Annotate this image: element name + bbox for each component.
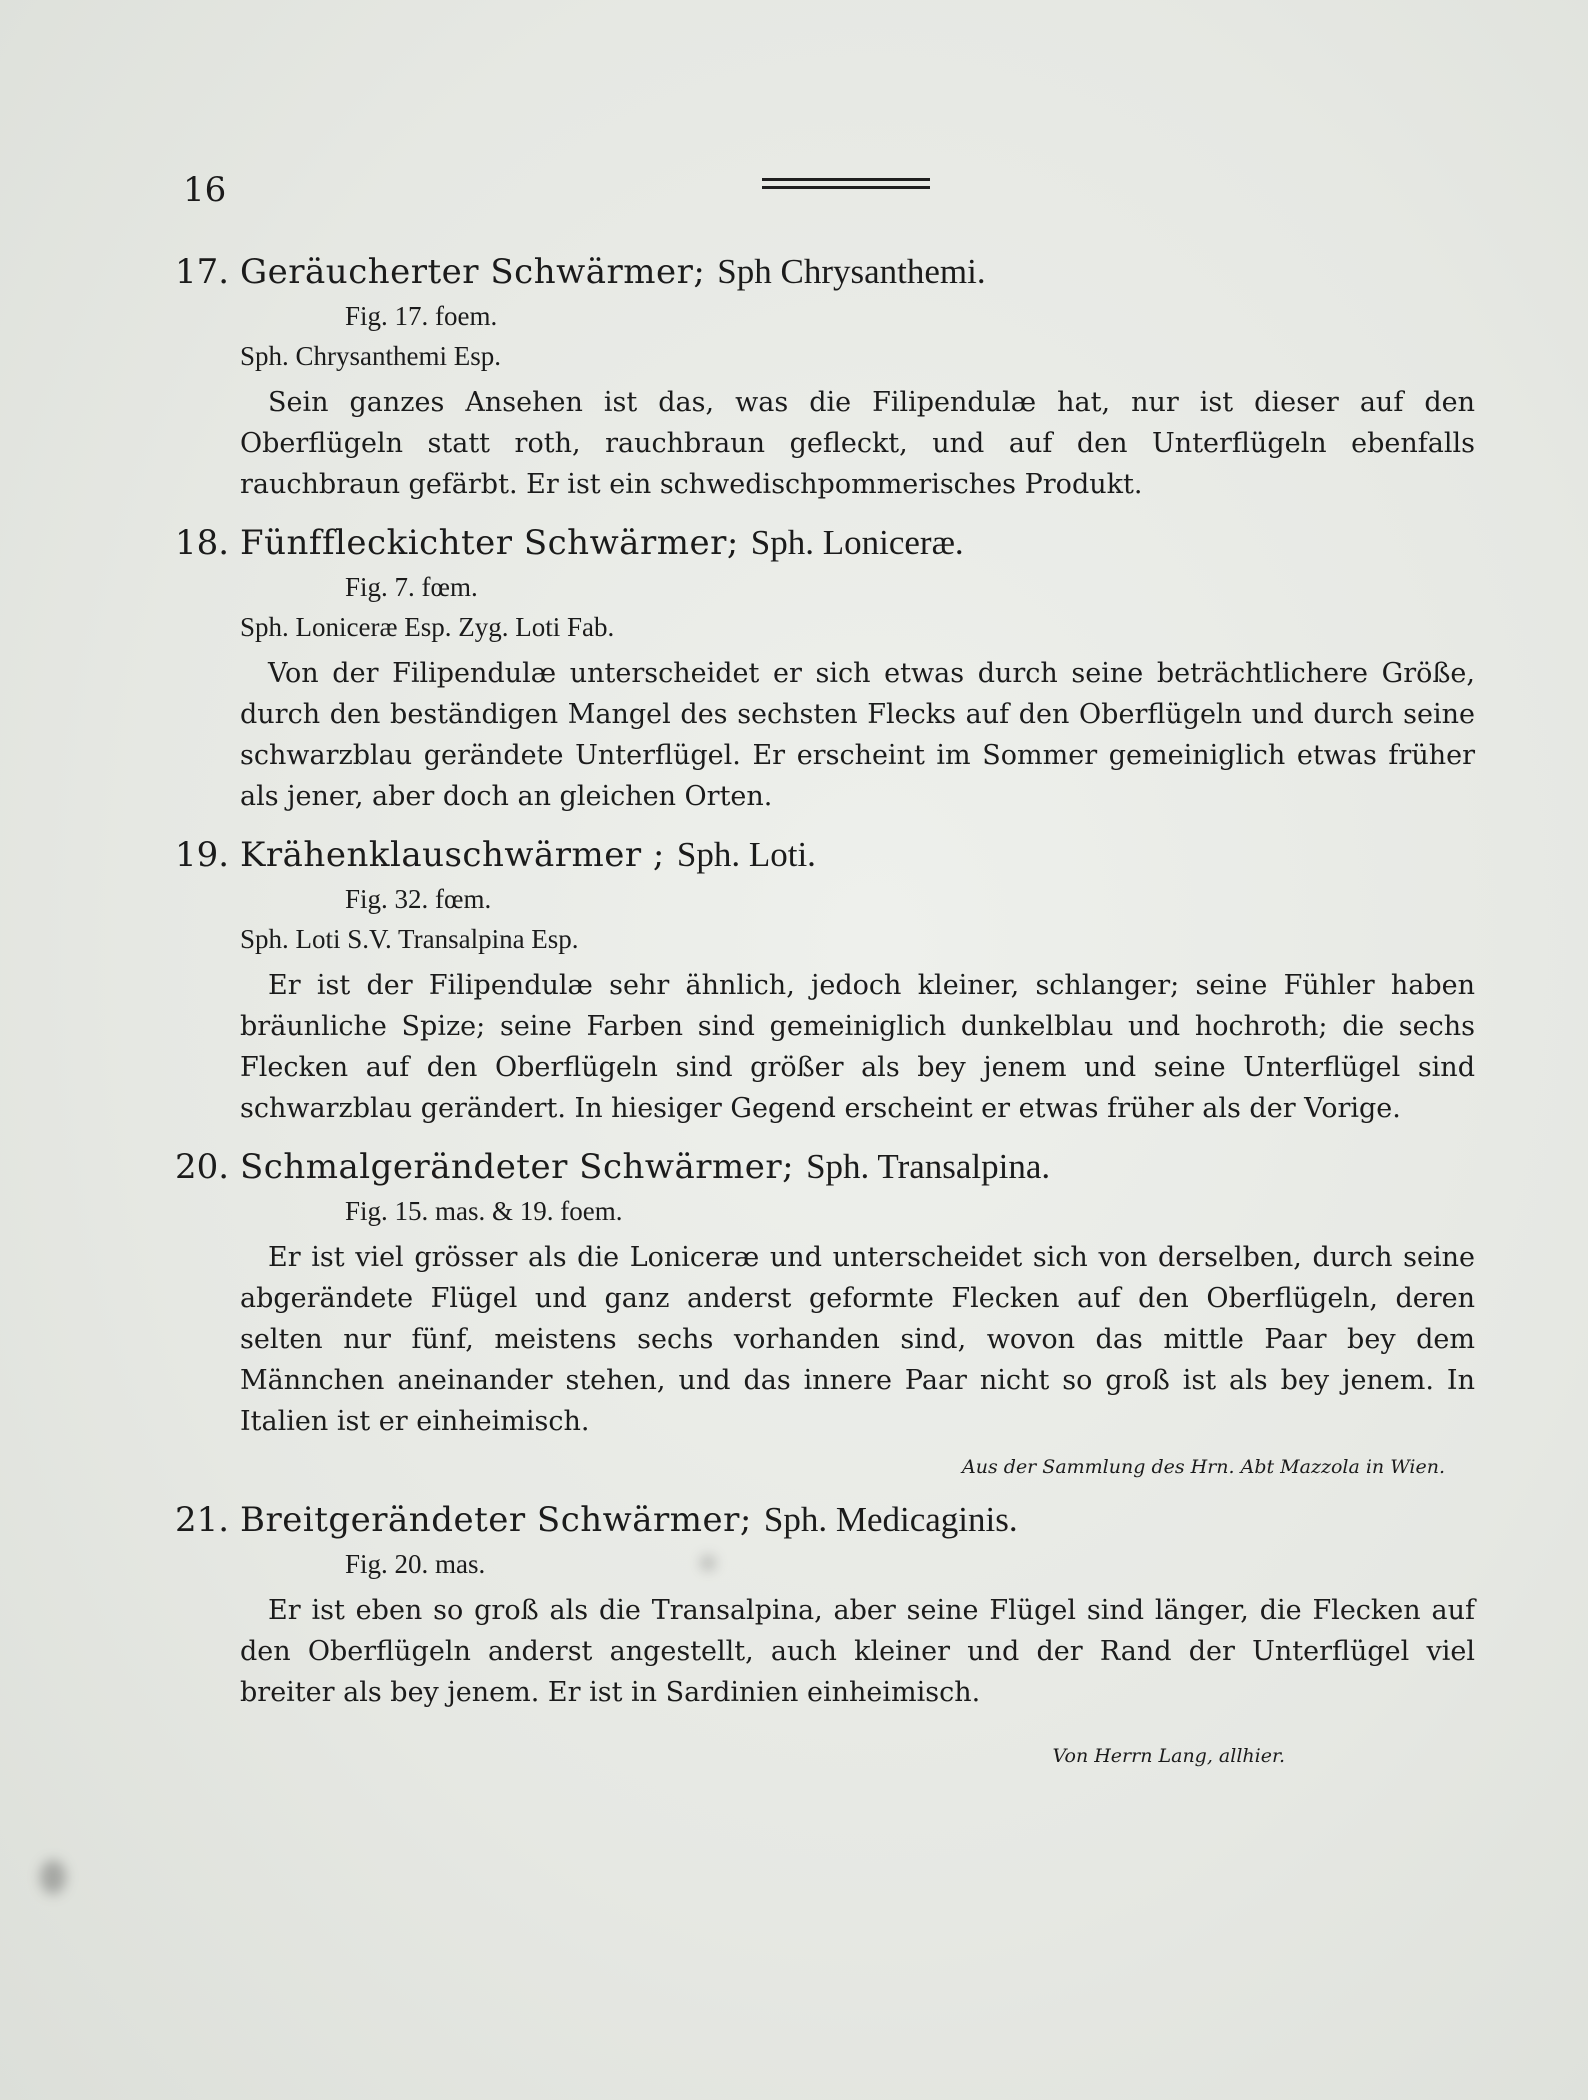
entry-description: Er ist viel grösser als die Loniceræ und unterscheidet sich von derselben, durch seine abgerändete Flügel und ganz anderst geformte Flecken auf den Oberflügeln, deren selten nur fünf, meistens sechs vorhanden sind, wovon das mittle Paar bey dem Männchen aneinander stehen, und das innere Paar nicht so groß ist als bey jenem. In Italien ist er einheimisch.	[240, 1242, 1475, 1437]
entry-heading	[175, 1496, 1475, 1544]
page-header	[0, 0, 1588, 230]
ink-stain	[40, 1860, 66, 1894]
entry-title: Breitgerändeter Schwärmer;	[240, 1500, 752, 1540]
entry-description: Er ist eben so groß als die Transalpina, aber seine Flügel sind länger, die Flecken auf den Oberflügeln anderst angestellt, auch kleiner und der Rand der Unterflügel viel breiter als bey jenem. Er ist in Sardinien einheimisch.	[240, 1595, 1475, 1708]
entry-heading	[175, 519, 1475, 567]
entry-latin-name: Sph. Medicaginis.	[763, 1500, 1018, 1539]
entry-number: 21.	[175, 1500, 230, 1540]
entry	[175, 831, 1475, 1129]
entry-title: Schmalgerändeter Schwärmer;	[240, 1147, 795, 1187]
entry-heading	[175, 1143, 1475, 1191]
entry-description: Sein ganzes Ansehen ist das, was die Filipendulæ hat, nur ist dieser auf den Oberflügeln statt roth, rauchbraun gefleckt, und auf den Unterflügeln ebenfalls rauchbraun gefärbt. Er ist ein schwedischpommerisches Produkt.	[240, 387, 1475, 500]
synonym: Sph. Chrysanthemi Esp.	[240, 341, 501, 371]
header-rule	[762, 178, 930, 194]
synonym: Sph. Loti S.V. Transalpina Esp.	[240, 924, 579, 954]
entry-number: 18.	[175, 523, 230, 563]
entry-latin-name: Sph. Loti.	[676, 835, 816, 874]
entry-latin-name: Sph. Transalpina.	[806, 1147, 1051, 1186]
entry	[175, 248, 1475, 505]
figure-reference: Fig. 32. fœm.	[345, 884, 492, 914]
source-note: Aus der Sammlung des Hrn. Abt Mazzola in Wien.	[962, 1456, 1445, 1478]
figure-reference: Fig. 17. foem.	[345, 301, 498, 331]
entry-latin-name: Sph. Loniceræ.	[750, 523, 964, 562]
figure-reference: Fig. 7. fœm.	[345, 572, 478, 602]
figure-reference: Fig. 20. mas.	[345, 1549, 486, 1579]
entry	[175, 1143, 1475, 1482]
entry	[175, 519, 1475, 817]
entry-description: Er ist der Filipendulæ sehr ähnlich, jedoch kleiner, schlanger; seine Fühler haben bräunliche Spize; seine Farben sind gemeiniglich dunkelblau und hochroth; die sechs Flecken auf den Oberflügeln sind größer als bey jenem und seine Unterflügel sind schwarzblau gerändert. In hiesiger Gegend erscheint er etwas früher als der Vorige.	[240, 970, 1475, 1124]
entry-latin-name: Sph Chrysanthemi.	[717, 252, 986, 291]
entry-description: Von der Filipendulæ unterscheidet er sich etwas durch seine beträchtlichere Größe, durch den beständigen Mangel des sechsten Flecks auf den Oberflügeln und durch seine schwarzblau gerändete Unterflügel. Er erscheint im Sommer gemeiniglich etwas früher als jener, aber doch an gleichen Orten.	[240, 658, 1475, 812]
entry	[175, 1496, 1475, 1771]
entry-heading	[175, 248, 1475, 296]
entry-title: Geräucherter Schwärmer;	[240, 252, 706, 292]
entry-number: 20.	[175, 1147, 230, 1187]
entry-heading	[175, 831, 1475, 879]
entry-title: Krähenklauschwärmer ;	[240, 835, 665, 875]
entry-list	[175, 248, 1475, 1785]
figure-reference: Fig. 15. mas. & 19. foem.	[345, 1196, 623, 1226]
synonym: Sph. Loniceræ Esp. Zyg. Loti Fab.	[240, 612, 615, 642]
entry-number: 17.	[175, 252, 230, 292]
entry-number: 19.	[175, 835, 230, 875]
source-note: Von Herrn Lang, allhier.	[1052, 1745, 1285, 1767]
entry-title: Fünffleckichter Schwärmer;	[240, 523, 739, 563]
page-number: 16	[183, 170, 227, 210]
